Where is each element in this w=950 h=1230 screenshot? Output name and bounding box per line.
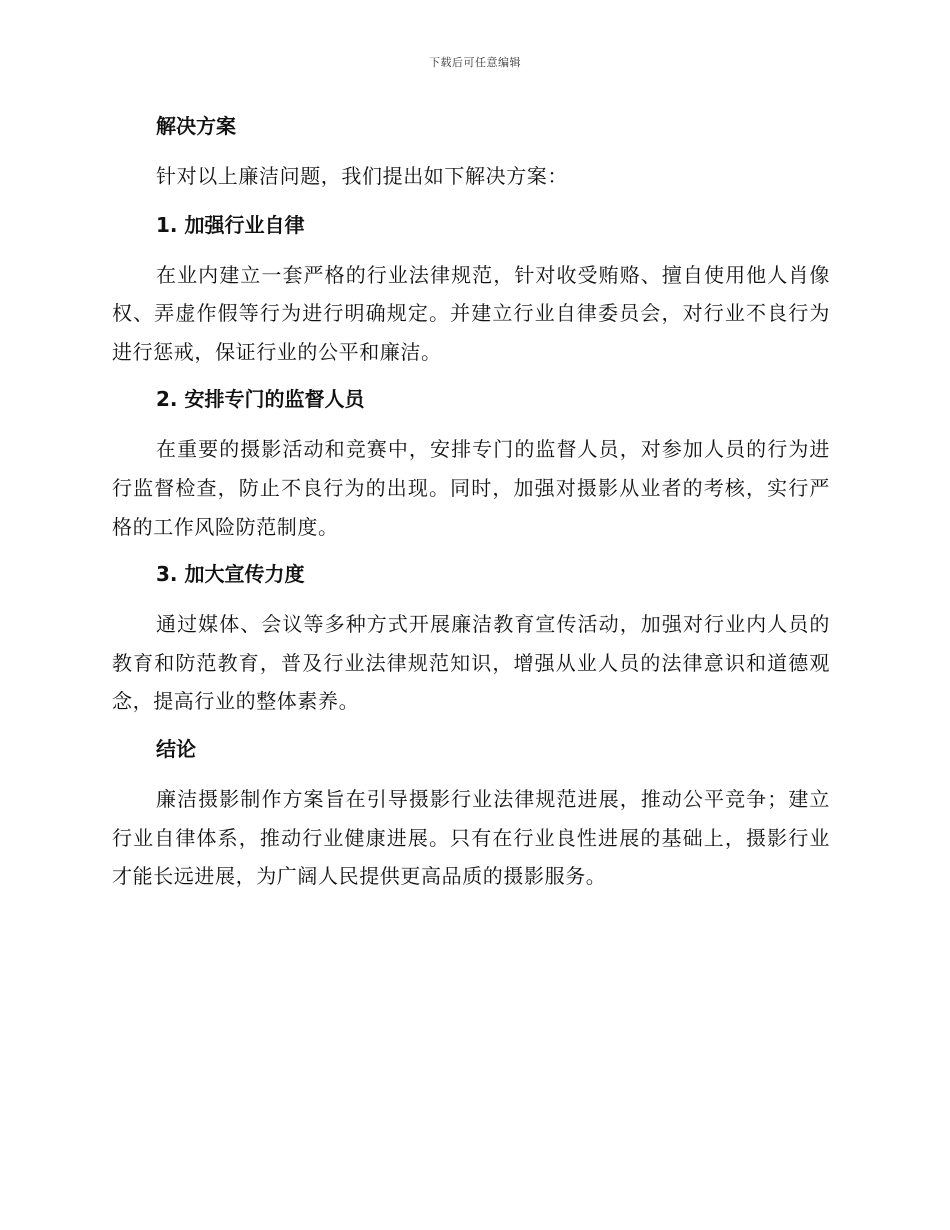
paragraph-conclusion: 廉洁摄影制作方案旨在引导摄影行业法律规范进展，推动公平竞争；建立行业自律体系，推动行业健康进展。只有在行业良性进展的基础上，摄影行业才能长远进展，为广阔人民提供更高品质的摄影服务。 (112, 786, 830, 889)
document-body (112, 109, 830, 907)
paragraph-publicity: 通过媒体、会议等多种方式开展廉洁教育宣传活动，加强对行业内人员的教育和防范教育，普及行业法律规范知识，增强从业人员的法律意识和道德观念，提高行业的整体素养。 (112, 612, 830, 714)
solutions-intro-paragraph: 针对以上廉洁问题，我们提出如下解决方案： (156, 164, 568, 188)
paragraph-supervisors: 在重要的摄影活动和竞赛中，安排专门的监督人员，对参加人员的行为进行监督检查，防止不良行为的出现。同时，加强对摄影从业者的考核，实行严格的工作风险防范制度。 (112, 437, 830, 539)
section-heading-conclusion: 结论 (156, 736, 196, 761)
subheading-publicity: 3. 加大宣传力度 (156, 562, 305, 587)
subheading-industry-self-discipline: 1. 加强行业自律 (156, 212, 305, 237)
page-header-note: 下载后可任意编辑 (429, 56, 521, 69)
paragraph-industry-self-discipline: 在业内建立一套严格的行业法律规范，针对收受贿赂、擅自使用他人肖像权、弄虚作假等行为进行明确规定。并建立行业自律委员会，对行业不良行为进行惩戒，保证行业的公平和廉洁。 (112, 262, 830, 364)
subheading-supervisors: 2. 安排专门的监督人员 (156, 387, 365, 412)
section-heading-solutions: 解决方案 (156, 114, 236, 138)
